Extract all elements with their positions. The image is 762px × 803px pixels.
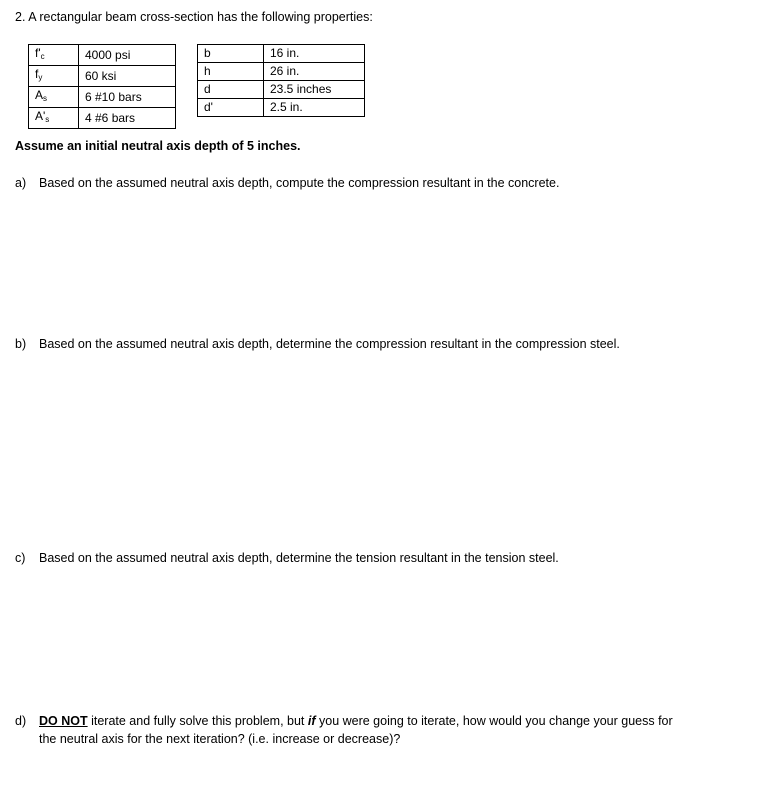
symbol-subscript: y	[38, 73, 43, 82]
symbol-cell: b	[198, 45, 264, 63]
symbol: f'	[35, 46, 41, 60]
part-a	[15, 176, 559, 190]
value-cell: 23.5 inches	[264, 81, 365, 99]
part-text: Based on the assumed neutral axis depth, determine the tension resultant in the tension steel.	[39, 551, 559, 565]
value-cell: 4 #6 bars	[79, 108, 176, 129]
part-d-line-1	[15, 712, 735, 730]
question-title: 2. A rectangular beam cross-section has the following properties:	[15, 10, 373, 24]
do-not-emphasis: DO NOT	[39, 714, 88, 728]
properties-table-right	[197, 44, 365, 117]
value-cell: 6 #10 bars	[79, 87, 176, 108]
part-b	[15, 337, 620, 351]
symbol: A	[35, 88, 44, 102]
part-letter: c)	[15, 551, 26, 565]
properties-table-left	[28, 44, 176, 129]
value-cell: 16 in.	[264, 45, 365, 63]
table-row	[198, 81, 365, 99]
table-row	[198, 45, 365, 63]
table-row	[29, 66, 176, 87]
symbol-cell: h	[198, 63, 264, 81]
table-row	[198, 99, 365, 117]
table-row	[29, 45, 176, 66]
symbol-cell: d'	[198, 99, 264, 117]
part-d	[15, 712, 735, 748]
symbol-cell: d	[198, 81, 264, 99]
value-cell: 2.5 in.	[264, 99, 365, 117]
table-row	[198, 63, 365, 81]
part-text: Based on the assumed neutral axis depth, determine the compression resultant in the compression steel.	[39, 337, 620, 351]
symbol-subscript: c	[40, 52, 45, 61]
part-c	[15, 551, 559, 565]
symbol: A'	[35, 109, 46, 123]
part-letter: b)	[15, 337, 27, 351]
part-d-line-2: the neutral axis for the next iteration? (i.e. increase or decrease)?	[39, 732, 401, 746]
symbol-cell	[29, 66, 79, 87]
symbol-cell	[29, 87, 79, 108]
symbol-subscript: s	[43, 94, 48, 103]
part-letter: a)	[15, 176, 27, 190]
symbol: f	[35, 67, 39, 81]
symbol-subscript: s	[45, 115, 50, 124]
value-cell: 60 ksi	[79, 66, 176, 87]
value-cell: 4000 psi	[79, 45, 176, 66]
table-row	[29, 87, 176, 108]
if-emphasis: if	[307, 714, 316, 728]
table-row	[29, 108, 176, 129]
value-cell: 26 in.	[264, 63, 365, 81]
symbol-cell	[29, 45, 79, 66]
symbol-cell	[29, 108, 79, 129]
part-text: iterate and fully solve this problem, but	[87, 714, 308, 728]
part-text: Based on the assumed neutral axis depth, compute the compression resultant in the concrete.	[39, 176, 560, 190]
part-text: you were going to iterate, how would you change your guess for	[315, 714, 673, 728]
part-letter: d)	[15, 714, 27, 728]
assumption-statement: Assume an initial neutral axis depth of 5 inches.	[15, 139, 301, 153]
